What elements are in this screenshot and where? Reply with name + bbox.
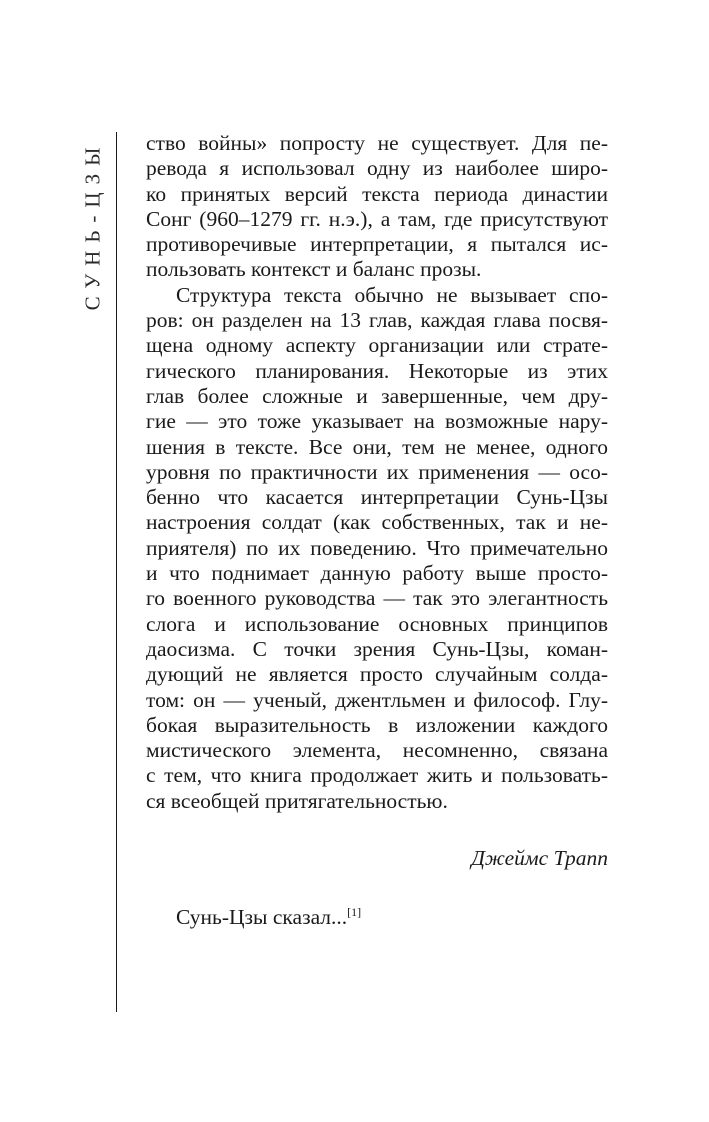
text-line: мистического элемента, несомненно, связана <box>146 738 608 763</box>
text-line: ко принятых версий текста периода династии <box>146 181 608 206</box>
text-line: даосизма. С точки зрения Сунь-Цзы, коман- <box>146 636 608 661</box>
text-line: и что поднимает данную работу выше просто- <box>146 561 608 586</box>
text-line: противоречивые интерпретации, я пытался ис- <box>146 232 608 257</box>
signature: Джеймс Трапп <box>471 846 608 871</box>
text-line: уровня по практичности их применения — осо- <box>146 459 608 484</box>
text-line: гие — это тоже указывает на возможные нару- <box>146 409 608 434</box>
opening-line <box>146 905 608 930</box>
text-line: гического планирования. Некоторые из этих <box>146 358 608 383</box>
main-text <box>146 131 608 931</box>
text-line: ревода я использовал одну из наиболее широ- <box>146 156 608 181</box>
text-line: том: он — ученый, джентльмен и философ. Глу- <box>146 687 608 712</box>
text-line: слога и использование основных принципов <box>146 611 608 636</box>
text-line: Сонг (960–1279 гг. н.э.), а там, где присутствуют <box>146 206 608 231</box>
text-line: ров: он разделен на 13 глав, каждая глава посвя- <box>146 308 608 333</box>
paragraphs <box>146 131 608 814</box>
text-line: бокая выразительность в изложении каждого <box>146 712 608 737</box>
text-line: пользовать контекст и баланс прозы. <box>146 257 482 282</box>
paragraph <box>146 131 608 283</box>
opening-text: Сунь-Цзы сказал... <box>176 905 348 930</box>
text-line: шения в тексте. Все они, тем не менее, одного <box>146 434 608 459</box>
text-line: ство войны» попросту не существует. Для пе- <box>146 131 608 155</box>
text-line: приятеля) по их поведению. Что примечательно <box>146 535 608 560</box>
text-line: бенно что касается интерпретации Сунь-Цзы <box>146 485 608 510</box>
text-line: с тем, что книга продолжает жить и пользовать- <box>146 763 608 788</box>
running-head <box>78 135 108 315</box>
margin-rule <box>116 132 117 1012</box>
text-line: щена одному аспекту организации или страте- <box>146 333 608 358</box>
text-line: ся всеобщей притягательностью. <box>146 788 448 813</box>
text-line: глав более сложные и завершенные, чем дру- <box>146 383 608 408</box>
text-line: настроения солдат (как собственных, так и не- <box>146 510 608 535</box>
text-line: Структура текста обычно не вызывает спо- <box>176 282 608 307</box>
paragraph <box>146 283 608 814</box>
running-head-text: СУНЬ-ЦЗЫ <box>80 139 105 311</box>
footnote-marker[interactable]: [1] <box>347 905 362 920</box>
text-line: дующий не является просто случайным солда- <box>146 662 608 687</box>
text-line: го военного руководства — так это элегантность <box>146 586 608 611</box>
